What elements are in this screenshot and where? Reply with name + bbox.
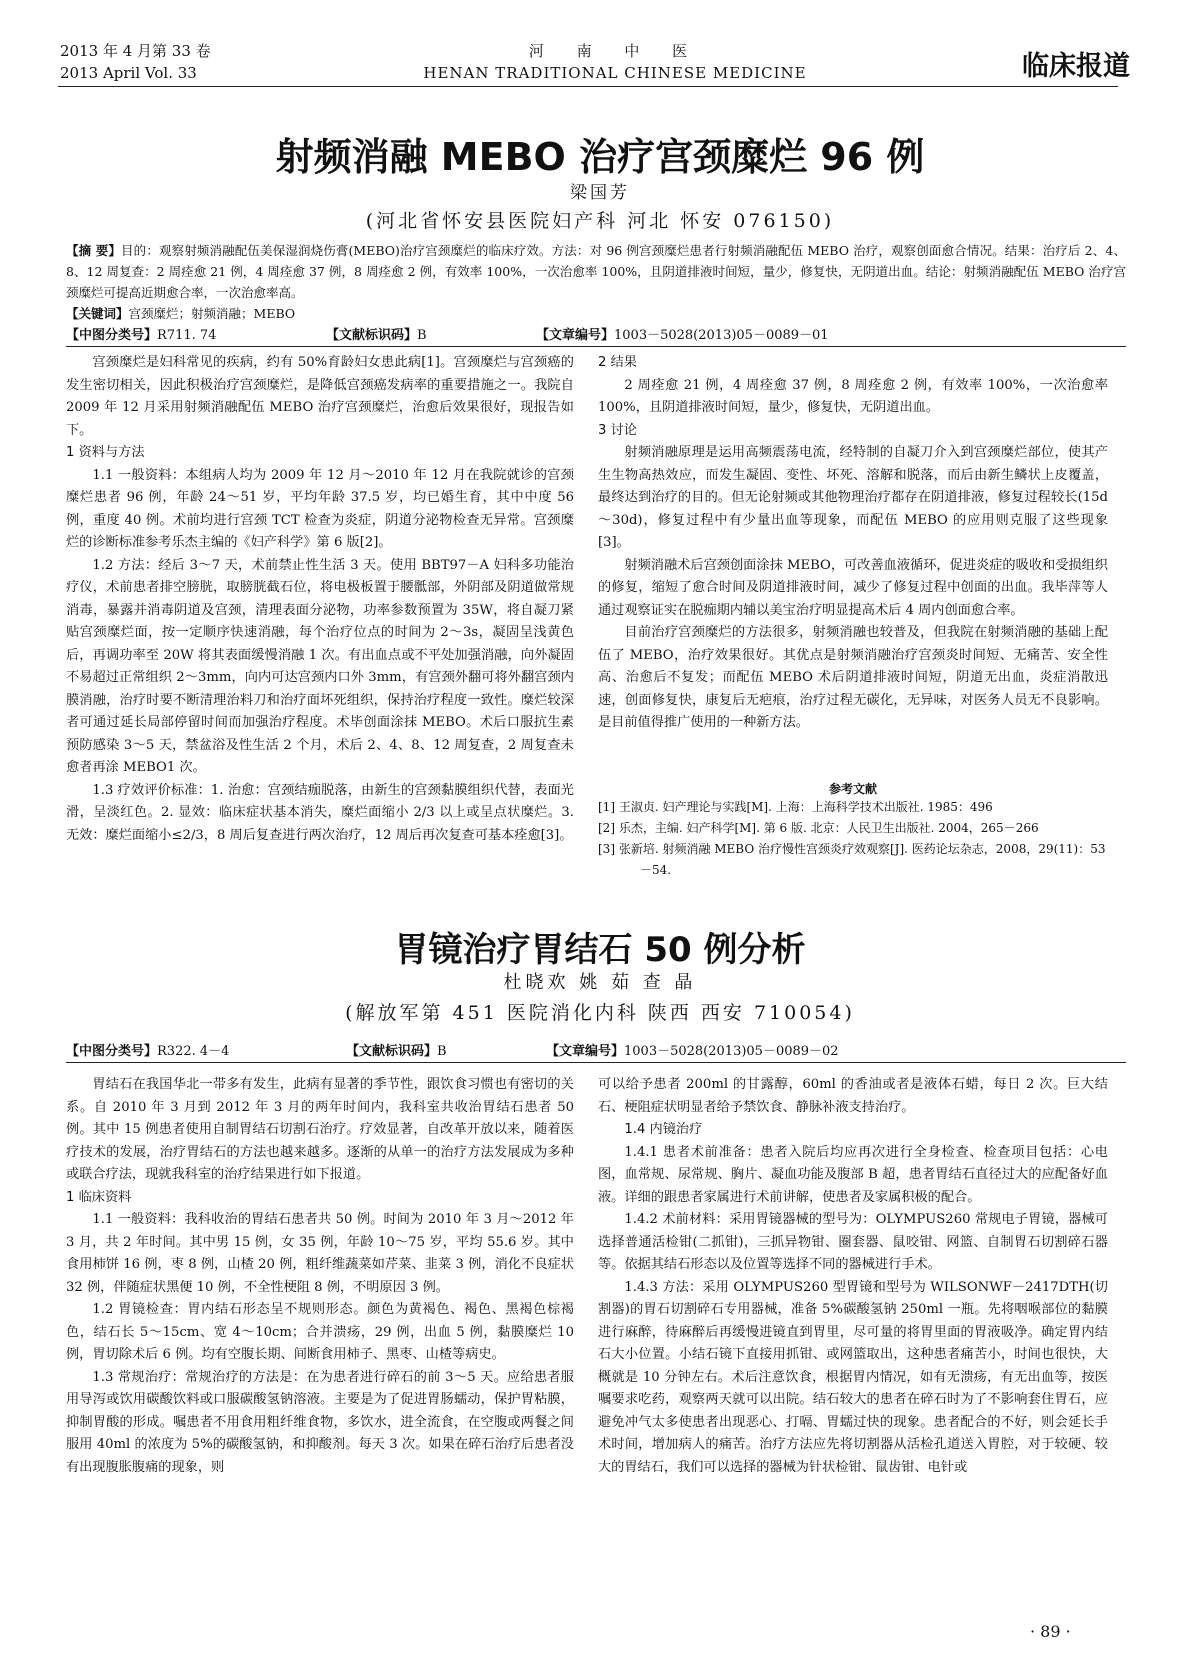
section-heading: 1 资料与方法 xyxy=(66,445,145,460)
paragraph: 目前治疗宫颈糜烂的方法很多，射频消融也较普及，但我院在射频消融的基础上配伍了 MEBO，治疗效果很好。其优点是射频消融治疗宫颈炎时间短、无痛苦、安全性高、治愈后不复发；而配伍 MEBO 术后阴道排液时间短，阴道无出血，炎症消散迅速，创面修复快，康复后无疤痕，治疗过程无碳化，无异味，对医务人员无不良影响。是目前值得推广使用的一种新方法。 xyxy=(598,625,1108,730)
paragraph: 1.4.3 方法：采用 OLYMPUS260 型胃镜和型号为 WILSONWF－2417DTH(切割器)的胃石切割碎石专用器械，准备 5%碳酸氢钠 250ml 一瓶。先将咽喉部位的黏膜进行麻醉，待麻醉后再缓慢进镜直到胃里，尽可量的将胃里面的胃液吸净。确定胃内结石大小位置。小结石镜下直接用抓钳、或网篮取出，这种患者痛苦小，时间也很快，大概就是 10 分钟左右。术后注意饮食，根据胃内情况，如有无溃疡，有无出血等，按医嘱要求吃药，观察两天就可以出院。结石较大的患者在碎石时为了不影响套住胃石，应避免冲气太多使患者出现恶心、打嗝、胃蠕过快的现象。患者配合的不好，则会延长手术时间，增加病人的痛苦。治疗方法应先将切割器从活检孔道送入胃腔，对于较硬、较大的胃结石，我们可以选择的器械为针状检钳、鼠齿钳、电针或 xyxy=(598,1279,1108,1475)
doc-code-value: B xyxy=(417,328,427,343)
journal-name-zh: 河 南 中 医 xyxy=(528,42,702,60)
article2-title: 胃镜治疗胃结石 50 例分析 xyxy=(394,930,806,970)
article2-left-column xyxy=(66,1074,574,1479)
paragraph: 1.2 胃镜检查：胃内结石形态呈不规则形态。颜色为黄褐色、褐色、黑褐色棕褐色，结石长 5～15cm、宽 4～10cm；合并溃疡，29 例，出血 5 例，黏膜糜烂 10 例，胃切除术后 6 例。均有空腹长期、间断食用柿子、黑枣、山楂等病史。 xyxy=(66,1302,574,1362)
article-no xyxy=(536,324,829,343)
article1-left-column xyxy=(66,352,574,847)
paragraph: 1.1 一般资料：本组病人均为 2009 年 12 月～2010 年 12 月在我院就诊的宫颈糜烂患者 96 例，年龄 24～51 岁，平均年龄 37.5 岁，均已婚生育，其中中度 56 例，重度 40 例。术前均进行宫颈 TCT 检查为炎症，阴道分泌物检查无异常。宫颈糜烂的诊断标准参考乐杰主编的《妇产科学》第 6 版[2]。 xyxy=(66,467,574,550)
journal-issue xyxy=(60,40,211,84)
paragraph: 1.4.1 患者术前准备：患者入院后均应再次进行全身检查、检查项目包括：心电图，血常规、尿常规、胸片、凝血功能及腹部 B 超，患者胃结石直径过大的应配备好血液。详细的跟患者家属进行术前讲解，使患者及家属积极的配合。 xyxy=(598,1144,1108,1205)
abstract-text: 目的：观察射频消融配伍美保湿润烧伤膏(MEBO)治疗宫颈糜烂的临床疗效。方法：对 96 例宫颈糜烂患者行射频消融配伍 MEBO 治疗，观察创面愈合情况。结果：治疗后 2、4、8、12 周复查：2 周痊愈 21 例，4 周痊愈 37 例，8 周痊愈 2 例，有效率 100%，一次治愈率 100%，且阴道排液时间短，量少，修复快，无阴道出血。结论：射频消融配伍 MEBO 治疗宫颈糜烂可提高近期愈合率，一次治愈率高。 xyxy=(66,243,1126,300)
paragraph: 1.1 一般资料：我科收治的胃结石患者共 50 例。时间为 2010 年 3 月～2012 年 3 月，共 2 年时间。其中男 15 例，女 35 例，年龄 10～75 岁，平均 55.6 岁。其中食用柿饼 16 例，枣 8 例，山楂 20 例，粗纤维蔬菜如芹菜、韭菜 3 例，消化不良症状 32 例，伴随症状黑便 10 例，不全性梗阻 8 例，不明原因 3 例。 xyxy=(66,1212,574,1295)
ref-item: [1] 王淑贞. 妇产理论与实践[M]. 上海：上海科学技术出版社. 1985：496 xyxy=(598,800,993,814)
paragraph: 1.3 常规治疗：常规治疗的方法是：在为患者进行碎石的前 3～5 天。应给患者服用导泻或饮用碳酸饮料或口服碳酸氢钠溶液。主要是为了促进胃肠蠕动，保护胃粘膜，抑制胃酸的形成。嘱患者不用食用粗纤维食物，多饮水，进全流食，在空腹或两餐之间服用 40ml 的浓度为 5%的碳酸氢钠，和抑酸剂。每天 3 次。如果在碎石治疗后患者没有出现腹胀腹痛的现象，则 xyxy=(66,1369,574,1475)
doc-code xyxy=(346,1040,447,1059)
paragraph: 射频消融术后宫颈创面涂抹 MEBO，可改善血液循环，促进炎症的吸收和受损组织的修复，缩短了愈合时间及阴道排液时间，减少了修复过程中创面的出血。我毕萍等人通过观察证实在脱痂期内辅以美宝治疗明显提高术后 4 周内创面愈合率。 xyxy=(598,557,1108,618)
paragraph: 1.4.2 术前材料：采用胃镜器械的型号为：OLYMPUS260 常规电子胃镜，器械可选择普通活检钳(二抓钳)，三抓异物钳、圈套器、鼠咬钳、网篮、自制胃石切割碎石器等。依据其结石形态以及位置等选择不同的器械进行手术。 xyxy=(598,1212,1108,1272)
article1-right-column xyxy=(598,352,1108,735)
abstract-block xyxy=(66,240,1126,303)
article1-author: 梁国芳 xyxy=(570,183,630,203)
article2-rule xyxy=(66,1062,1126,1063)
paragraph: 2 周痊愈 21 例，4 周痊愈 37 例，8 周痊愈 2 例，有效率 100%，一次治愈率 100%，且阴道排液时间短，量少，修复快，无阴道出血。 xyxy=(598,377,1108,415)
section-heading: 3 讨论 xyxy=(598,422,637,438)
keywords-block xyxy=(66,303,1126,324)
paragraph: 宫颈糜烂是妇科常见的疾病，约有 50%育龄妇女患此病[1]。宫颈糜烂与宫颈癌的发生密切相关，因此积极治疗宫颈糜烂，是降低宫颈癌发病率的重要措施之一。我院自 2009 年 12 月采用射频消融配伍 MEBO 治疗宫颈糜烂，治愈后效果很好，现报告如下。 xyxy=(66,355,574,438)
paragraph: 1.3 疗效评价标准：1. 治愈：宫颈结痂脱落，由新生的宫颈黏膜组织代替，表面光滑，呈淡红色。2. 显效：临床症状基本消失，糜烂面缩小 2/3 以上或呈点状糜烂。3. 无效：糜烂面缩小≤2/3，8 周后复查进行两次治疗，12 周后再次复查可基本痊愈[3]。 xyxy=(66,782,574,843)
clc xyxy=(66,324,216,343)
paragraph: 1.2 方法：经后 3～7 天，术前禁止性生活 3 天。使用 BBT97－A 妇科多功能治疗仪，术前患者排空膀胱，取膀胱截石位，将电极板置于腰骶部，外阴部及阴道做常规消毒，暴露并消毒阴道及宫颈，清理表面分泌物，功率参数预置为 35W，将自凝刀紧贴宫颈糜烂面，按一定顺序快速消融，每个治疗位点的时间为 2～3s，凝固呈浅黄色后，再调功率至 20W 将其表面缓慢消融 1 次。有出血点或不平处加强消融，向外凝固不易超过正常组织 2～3mm，向内可达宫颈内口外 3mm，有宫颈外翻可将外翻宫颈内膜消融，治疗时要不断清理治料刀和治疗面坏死组织，保持治疗程度一致性。糜烂较深者可通过延长局部停留时间而加强治疗程度。术毕创面涂抹 MEBO。术后口服抗生素预防感染 3～5 天，禁盆浴及性生活 2 个月，术后 2、4、8、12 周复查，2 周复查未愈者再涂 MEBO1 次。 xyxy=(66,557,574,775)
article1-title: 射频消融 MEBO 治疗宫颈糜烂 96 例 xyxy=(275,135,925,179)
clc-value: R711. 74 xyxy=(157,328,217,343)
section-label: 临床报道 xyxy=(1022,51,1130,82)
doc-code-label: 【文献标识码】 xyxy=(346,1044,438,1059)
article1-abstract xyxy=(66,240,1126,324)
clc-label: 【中图分类号】 xyxy=(66,328,158,343)
article1-affiliation: (河北省怀安县医院妇产科 河北 怀安 076150) xyxy=(365,210,835,232)
article2-right-column xyxy=(598,1074,1108,1479)
issue-date-zh: 2013 年 4 月第 33 卷 xyxy=(60,42,211,60)
issue-date-en: 2013 April Vol. 33 xyxy=(60,64,197,82)
abstract-rule xyxy=(66,346,1126,347)
paragraph: 胃结石在我国华北一带多有发生，此病有显著的季节性，跟饮食习惯也有密切的关系。自 2010 年 3 月到 2012 年 3 月的两年时间内，我科室共收治胃结石患者 50 例。其中 15 例患者使用自制胃结石切割石治疗。疗效显著，自改革开放以来，随着医疗技术的发展，治疗胃结石的方法也越来越多。逐渐的从单一的治疗方法发展成为多种或联合疗法，现就我科室的治疗结果进行如下报道。 xyxy=(66,1077,574,1182)
references-title: 参考文献 xyxy=(828,782,877,796)
article-no-label: 【文章编号】 xyxy=(536,328,615,343)
abstract-label: 【摘 要】 xyxy=(66,243,122,258)
article-no-value: 1003－5028(2013)05－0089－01 xyxy=(614,328,829,343)
article-no-label: 【文章编号】 xyxy=(546,1044,625,1059)
article-no-value: 1003－5028(2013)05－0089－02 xyxy=(624,1044,839,1059)
ref-item: [2] 乐杰，主编. 妇产科学[M]. 第 6 版. 北京：人民卫生出版社. 2004，265－266 xyxy=(598,821,1039,835)
journal-name-en: HENAN TRADITIONAL CHINESE MEDICINE xyxy=(423,64,807,82)
section-heading: 1.4 内镜治疗 xyxy=(624,1122,703,1137)
keywords-text: 宫颈糜烂；射频消融；MEBO xyxy=(128,306,296,321)
doc-code xyxy=(326,324,427,343)
clc-label: 【中图分类号】 xyxy=(66,1044,158,1059)
article2-authors: 杜晓欢 姚 茹 查 晶 xyxy=(503,972,697,993)
journal-name xyxy=(400,40,830,84)
doc-code-value: B xyxy=(437,1044,447,1059)
paragraph: 射频消融原理是运用高频震荡电流，经特制的自凝刀介入到宫颈糜烂部位，使其产生生物高热效应，而发生凝固、变性、坏死、溶解和脱落，而后由新生鳞状上皮覆盖，最终达到治疗的目的。但无论射频或其他物理治疗都存在阴道排液，修复过程较长(15d～30d)，修复过程中有少量出血等现象，而配伍 MEBO 的应用则克服了这些现象[3]。 xyxy=(598,445,1108,550)
header-rule xyxy=(58,86,1118,87)
paragraph: 可以给予患者 200ml 的甘露醇，60ml 的香油或者是液体石蜡，每日 2 次。巨大结石、梗阻症状明显者给予禁饮食、静脉补液支持治疗。 xyxy=(598,1077,1108,1115)
doc-code-label: 【文献标识码】 xyxy=(326,328,418,343)
article-no xyxy=(546,1040,839,1059)
section-heading: 1 临床资料 xyxy=(66,1189,132,1205)
clc xyxy=(66,1040,229,1059)
article1-references xyxy=(598,780,1108,881)
section-heading: 2 结果 xyxy=(598,355,637,370)
keywords-label: 【关键词】 xyxy=(66,306,129,321)
clc-value: R322. 4－4 xyxy=(157,1044,230,1059)
page-number: · 89 · xyxy=(1030,1622,1071,1641)
article2-affiliation: (解放军第 451 医院消化内科 陕西 西安 710054) xyxy=(345,1002,855,1024)
ref-item: [3] 张新培. 射频消融 MEBO 治疗慢性宫颈炎疗效观察[J]. 医药论坛杂志，2008，29(11)：53－54. xyxy=(598,842,1106,877)
